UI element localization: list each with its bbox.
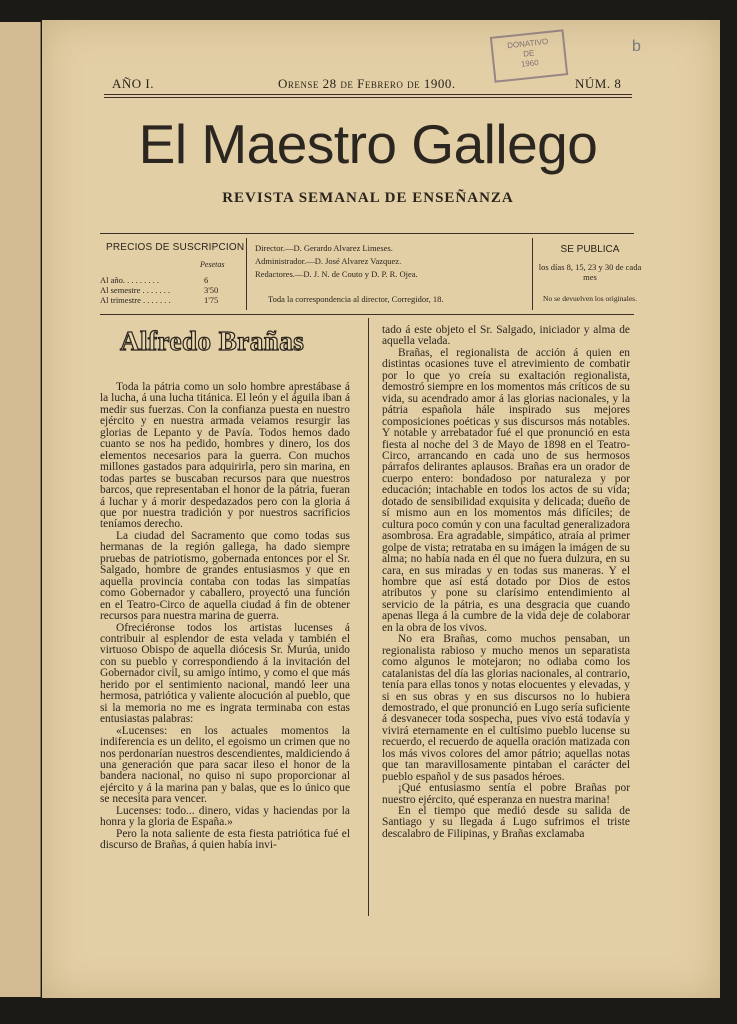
- staff-administrator: Administrador.—D. José Alvarez Vazquez.: [255, 256, 402, 266]
- currency-label: Pesetas: [200, 260, 225, 269]
- publication-days: los días 8, 15, 23 y 30 de cada mes: [538, 262, 642, 282]
- issue-year: AÑO I.: [112, 76, 154, 91]
- price-label: Al semestre . . . . . . .: [100, 285, 171, 295]
- price-label: Al trimestre . . . . . . .: [100, 295, 171, 305]
- stamp-line: DONATIVO: [506, 36, 549, 51]
- masthead-subtitle: REVISTA SEMANAL DE ENSEÑANZA: [222, 190, 514, 206]
- staff-editors: Redactores.—D. J. N. de Couto y D. P. R. Ojea.: [255, 269, 418, 279]
- divider: [532, 238, 533, 310]
- publication-title: SE PUBLICA: [560, 244, 620, 255]
- price-value: 1'75: [204, 295, 219, 305]
- facing-page-edge: [0, 22, 41, 997]
- subscription-title: PRECIOS DE SUSCRIPCION: [106, 242, 245, 253]
- article-title: Alfredo Brañas: [120, 326, 305, 356]
- header-rule: [104, 97, 632, 98]
- price-value: 6: [204, 275, 209, 285]
- pencil-mark: b: [632, 38, 641, 55]
- divider: [246, 238, 247, 310]
- paragraph: tado á este objeto el Sr. Salgado, iniciador y alma de aquella velada.: [382, 324, 630, 348]
- article-column-left: [100, 382, 350, 852]
- staff-director: Director.—D. Gerardo Alvarez Limeses.: [255, 243, 393, 253]
- paragraph: Lucenses: todo... dinero, vidas y haciendas por la honra y la gloria de España.»: [100, 804, 350, 829]
- paragraph: «Lucenses: en los actuales momentos la indiferencia es un delito, el egoismo un crimen que no nos perdonarían nuestros descendientes, maldiciendo á una generación que para sacar ileso el honor de la bandera nacional, no quiso ni supo proporcionar al ejército y á la marina pan y balas, que es lo único que se necesita para vencer.: [100, 724, 350, 806]
- donation-stamp: [490, 29, 568, 82]
- correspondence-note: Toda la correspondencia al director, Corregidor, 18.: [268, 294, 444, 304]
- price-row: [100, 275, 240, 285]
- stamp-line: DE: [522, 48, 535, 59]
- issue-date: Orense 28 de Febrero de 1900.: [278, 76, 456, 91]
- paragraph: Toda la pátria como un solo hombre aprestábase á la lucha, á una lucha titánica. El león y el águila iban á medir sus fuerzas. Con la confianza puesta en nuestro ejército y en nuestra armada veiamos resurgir las glorias de Lepanto y de Pavía. Todos hemos dado cuanto se nos ha pedido, hombres y dinero, los dos elementos necesarios para la guerra. Con muchos millones gastados para adquirirla, pero sin marina, en todas partes se buscaban recursos para que nuestros barcos, que representaban el honor de la pátria, fueran á luchar y á morir despedazados pero con la gloria á que por nuestra tradición y por nuestros sacrificios teníamos derecho.: [100, 381, 350, 531]
- masthead-title: El Maestro Gallego: [138, 113, 598, 175]
- paragraph: ¡Qué entusiasmo sentía el pobre Brañas por nuestro ejército, qué esperanza en nuestra marina!: [382, 782, 630, 806]
- paragraph: No era Brañas, como muchos pensaban, un regionalista rabioso y mucho menos un separatista como algunos le motejaron; no odiaba como los catalanistas del día las glorias nacionales, al contrario, tenía para ellas tonos y notas elocuentes y elevadas, y si en sus obras y en sus discursos no lo hubiera demostrado, el que pronunció en Lugo sería suficiente á desvanecer toda sospecha, pues vivo está todavía y vivirá eternamente en el cultísimo pueblo lucense su recuerdo, el recuerdo de aquella oración matizada con los más vivos colores del amor pátrio; aquellas notas que tan maravillosamente pintaban el carácter del pueblo español y de sus pasados héroes.: [382, 633, 630, 783]
- newspaper-page: [42, 20, 720, 998]
- price-value: 3'50: [204, 285, 219, 295]
- price-row: [100, 295, 240, 305]
- column-rule: [368, 318, 369, 916]
- paragraph: Pero la nota saliente de esta fiesta patriótica fué el discurso de Brañas, á quien había invi-: [100, 827, 350, 852]
- info-box: [100, 233, 642, 315]
- paragraph: Brañas, el regionalista de acción á quien en distintas ocasiones tuve el atrevimiento de combatir por lo que yo creía su exaltación regionalista, demostró siempre en los momentos más críticos de su vida, su acendrado amor á las glorias nacionales, y la pátria española hále inspirado sus mejores composiciones poéticas y sus discursos más notables. Y notable y arrebatador fué el que pronunció en esta fiesta al noche del 3 de Mayo de 1898 en el Teatro-Circo, arrancando en cada uno de sus hermosos párrafos delirantes aplausos. Brañas era un orador de cuerpo entero: bondadoso por naturaleza y por educación; intachable en todos los actos de su vida; dotado de sensibilidad exquisita y delicada; dueño de sí mismo aun en los momentos más difíciles; de cultura poco común y con una facultad generalizadora asombrosa. Era agradable, simpático, atraía al primer golpe de vista; retrataba en su imágen la imágen de su alma; no había nada en él que no fuera dulzura, en su cara, en sus miradas y en todas sus maneras. Y el hombre que así está dotado por Dios de estos atributos y pone su clarísimo entendimiento al servicio de la pátria, es una desgracia que cuando apenas llega á la cumbre de la vida deje de colaborar en la obra de los vivos.: [382, 346, 630, 634]
- paragraph: En el tiempo que medió desde su salida de Santiago y su llegada á Lugo sufrimos el triste descalabro de Filipinas, y Brañas exclamaba: [382, 805, 630, 840]
- price-label: Al año. . . . . . . . .: [100, 275, 160, 285]
- stamp-line: 1960: [520, 58, 540, 69]
- paragraph: La ciudad del Sacramento que como todas sus hermanas de la región gallega, ha dado siempre pruebas de patriotismo, gobernada entonces por el Sr. Salgado, hombre de grandes entusiasmos y que en aquella provincia contaba con todas las simpatías como Gobernador y caballero, proyectó una función en el Teatro-Circo de aquella ciudad á fin de obtener recursos para nuestra marina de guerra.: [100, 529, 350, 623]
- issue-number: NÚM. 8: [575, 76, 622, 91]
- paragraph: Ofreciéronse todos los artistas lucenses á contribuir al esplendor de esta velada y también el virtuoso Obispo de aquella diócesis Sr. Murúa, unido con su pueblo y correspondiendo á la invitación del Gobernador civil, su amigo íntimo, y como el que más herido por el sentimiento nacional, mandó leer una hermosa, patriótica y valiente alocución al pueblo, que si la memoria no me es ingrata terminaba con estas entusiastas palabras:: [100, 621, 350, 726]
- price-row: [100, 285, 240, 295]
- header-rule: [104, 94, 632, 95]
- publication-note: No se devuelven los originales.: [543, 294, 637, 303]
- article-column-right: [382, 325, 630, 840]
